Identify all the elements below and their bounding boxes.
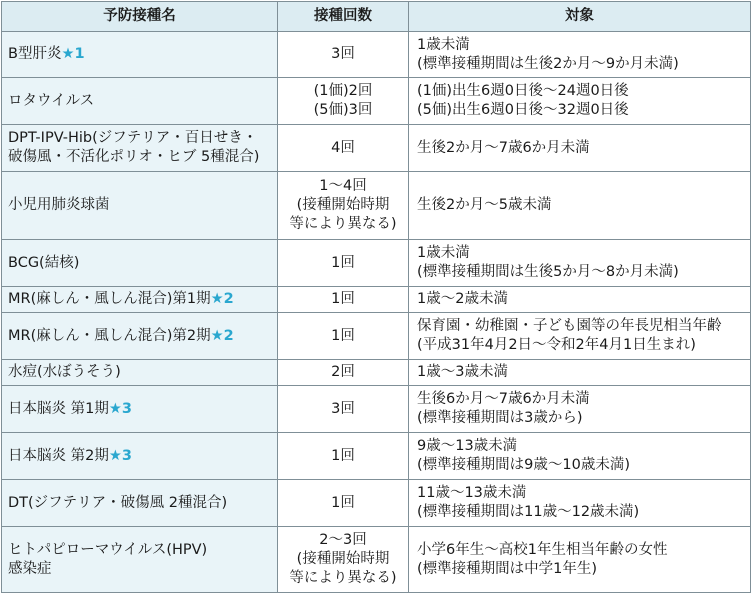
vaccine-name-line — [8, 494, 273, 513]
target-line: (標準接種期間は中学1年生) — [417, 560, 598, 577]
vaccine-name-cell — [2, 287, 278, 313]
dose-count-cell — [278, 386, 409, 433]
target-cell — [409, 240, 751, 287]
vaccine-name-line — [8, 129, 273, 148]
footnote-star-marker: ★3 — [108, 400, 132, 417]
dose-count-line: (接種開始時期 — [296, 197, 390, 213]
target-line: 9歳〜13歳未満 — [417, 438, 518, 454]
dose-count-line: 3回 — [331, 400, 355, 417]
target-cell — [409, 125, 751, 172]
target-line: (標準接種期間は9歳〜10歳未満) — [417, 457, 630, 473]
vaccine-name-cell — [2, 360, 278, 386]
vaccine-name-cell — [2, 32, 278, 78]
vaccine-name-line — [8, 447, 273, 466]
target-cell — [409, 313, 751, 360]
target-cell — [409, 32, 751, 78]
target-line: 1歳〜2歳未満 — [417, 291, 508, 307]
dose-count-line: 等により異なる) — [289, 216, 397, 232]
target-line: 1歳未満 — [417, 36, 470, 53]
dose-count-line: 1回 — [331, 447, 355, 464]
vaccine-name-line — [8, 45, 273, 64]
dose-count-cell — [278, 78, 409, 125]
dose-count-cell — [278, 32, 409, 78]
footnote-star-marker: ★2 — [210, 327, 234, 344]
table-row — [2, 360, 751, 386]
dose-count-line: 2〜3回 — [319, 532, 367, 548]
table-row — [2, 240, 751, 287]
dose-count-line: 1〜4回 — [319, 178, 367, 194]
vaccine-name-text: ヒトパピローマウイルス(HPV) — [8, 541, 208, 558]
vaccination-table — [1, 1, 751, 593]
dose-count-line: 4回 — [331, 139, 355, 156]
dose-count-line: 1回 — [331, 494, 355, 511]
vaccine-name-text: BCG(結核) — [8, 254, 80, 271]
vaccine-name-text: 小児用肺炎球菌 — [8, 197, 110, 213]
header-target: 対象 — [409, 2, 751, 32]
vaccine-name-cell — [2, 78, 278, 125]
target-cell — [409, 480, 751, 527]
vaccine-name-cell — [2, 480, 278, 527]
target-cell — [409, 287, 751, 313]
vaccine-name-line — [8, 254, 273, 273]
dose-count-cell — [278, 240, 409, 287]
vaccine-name-line — [8, 290, 273, 309]
table-row — [2, 433, 751, 480]
footnote-star-marker: ★3 — [108, 447, 132, 464]
vaccine-name-text: B型肝炎 — [8, 46, 62, 62]
dose-count-line: 2回 — [331, 364, 355, 380]
target-cell — [409, 386, 751, 433]
dose-count-cell — [278, 125, 409, 172]
vaccine-name-text: MR(麻しん・風しん混合)第2期 — [8, 327, 211, 344]
vaccine-name-line — [8, 327, 273, 346]
target-line: (1価)出生6週0日後〜24週0日後 — [417, 83, 629, 99]
table-row — [2, 480, 751, 527]
target-cell — [409, 172, 751, 240]
vaccine-name-line — [8, 363, 273, 382]
target-line: (標準接種期間は3歳から) — [417, 410, 583, 426]
vaccine-name-cell — [2, 386, 278, 433]
dose-count-cell — [278, 360, 409, 386]
vaccine-name-cell — [2, 240, 278, 287]
target-line: (5価)出生6週0日後〜32週0日後 — [417, 102, 629, 118]
vaccine-name-text: 感染症 — [8, 560, 52, 577]
vaccine-name-cell — [2, 172, 278, 240]
header-row — [2, 2, 751, 32]
table-row — [2, 313, 751, 360]
table-row — [2, 32, 751, 78]
target-line: (標準接種期間は生後2か月〜9か月未満) — [417, 55, 679, 72]
vaccine-name-text: DPT-IPV-Hib(ジフテリア・百日せき・ — [8, 130, 258, 146]
vaccine-name-text: 水痘(水ぼうそう) — [8, 364, 121, 380]
footnote-star-marker: ★1 — [61, 46, 85, 62]
dose-count-cell — [278, 527, 409, 593]
footnote-star-marker: ★2 — [210, 291, 234, 307]
vaccine-name-line — [8, 148, 273, 167]
vaccine-name-cell — [2, 313, 278, 360]
table-row — [2, 287, 751, 313]
table-row — [2, 125, 751, 172]
vaccine-name-line — [8, 400, 273, 419]
vaccine-name-cell — [2, 125, 278, 172]
dose-count-cell — [278, 172, 409, 240]
dose-count-line: 3回 — [331, 46, 355, 62]
vaccine-name-line — [8, 92, 273, 111]
target-line: (標準接種期間は11歳〜12歳未満) — [417, 504, 640, 520]
table-body — [2, 32, 751, 593]
target-cell — [409, 78, 751, 125]
target-cell — [409, 433, 751, 480]
dose-count-cell — [278, 313, 409, 360]
table-row — [2, 386, 751, 433]
vaccine-name-cell — [2, 433, 278, 480]
dose-count-line: 等により異なる) — [289, 570, 397, 586]
dose-count-line: (5価)3回 — [313, 102, 373, 118]
dose-count-line: 1回 — [331, 291, 355, 307]
vaccine-name-line — [8, 560, 273, 579]
target-line: 生後2か月〜7歳6か月未満 — [417, 139, 590, 156]
dose-count-line: (1価)2回 — [313, 83, 373, 99]
vaccine-name-text: 破傷風・不活化ポリオ・ヒブ 5種混合) — [8, 149, 260, 165]
header-vaccine-name: 予防接種名 — [2, 2, 278, 32]
table-row — [2, 527, 751, 593]
target-cell — [409, 360, 751, 386]
dose-count-cell — [278, 287, 409, 313]
dose-count-cell — [278, 480, 409, 527]
dose-count-cell — [278, 433, 409, 480]
vaccine-name-text: MR(麻しん・風しん混合)第1期 — [8, 291, 211, 307]
target-line: 1歳〜3歳未満 — [417, 364, 508, 380]
vaccine-name-text: DT(ジフテリア・破傷風 2種混合) — [8, 494, 228, 511]
target-line: 11歳〜13歳未満 — [417, 485, 527, 501]
dose-count-line: 1回 — [331, 327, 355, 344]
table-row — [2, 78, 751, 125]
vaccine-name-cell — [2, 527, 278, 593]
target-line: 1歳未満 — [417, 245, 470, 261]
dose-count-line: (接種開始時期 — [296, 551, 390, 567]
vaccine-name-text: 日本脳炎 第1期 — [8, 400, 109, 417]
header-dose-count: 接種回数 — [278, 2, 409, 32]
target-line: (平成31年4月2日〜令和2年4月1日生まれ) — [417, 337, 696, 353]
target-cell — [409, 527, 751, 593]
dose-count-line: 1回 — [331, 254, 355, 271]
target-line: 生後6か月〜7歳6か月未満 — [417, 391, 590, 407]
table-row — [2, 172, 751, 240]
vaccine-name-text: ロタウイルス — [8, 92, 95, 109]
target-line: 小学6年生〜高校1年生相当年齢の女性 — [417, 541, 668, 558]
vaccine-name-line — [8, 541, 273, 560]
target-line: 保育園・幼稚園・子ども園等の年長児相当年齢 — [417, 318, 722, 334]
vaccine-name-text: 日本脳炎 第2期 — [8, 447, 109, 464]
target-line: 生後2か月〜5歳未満 — [417, 197, 552, 213]
vaccine-name-line — [8, 196, 273, 215]
target-line: (標準接種期間は生後5か月〜8か月未満) — [417, 264, 679, 280]
